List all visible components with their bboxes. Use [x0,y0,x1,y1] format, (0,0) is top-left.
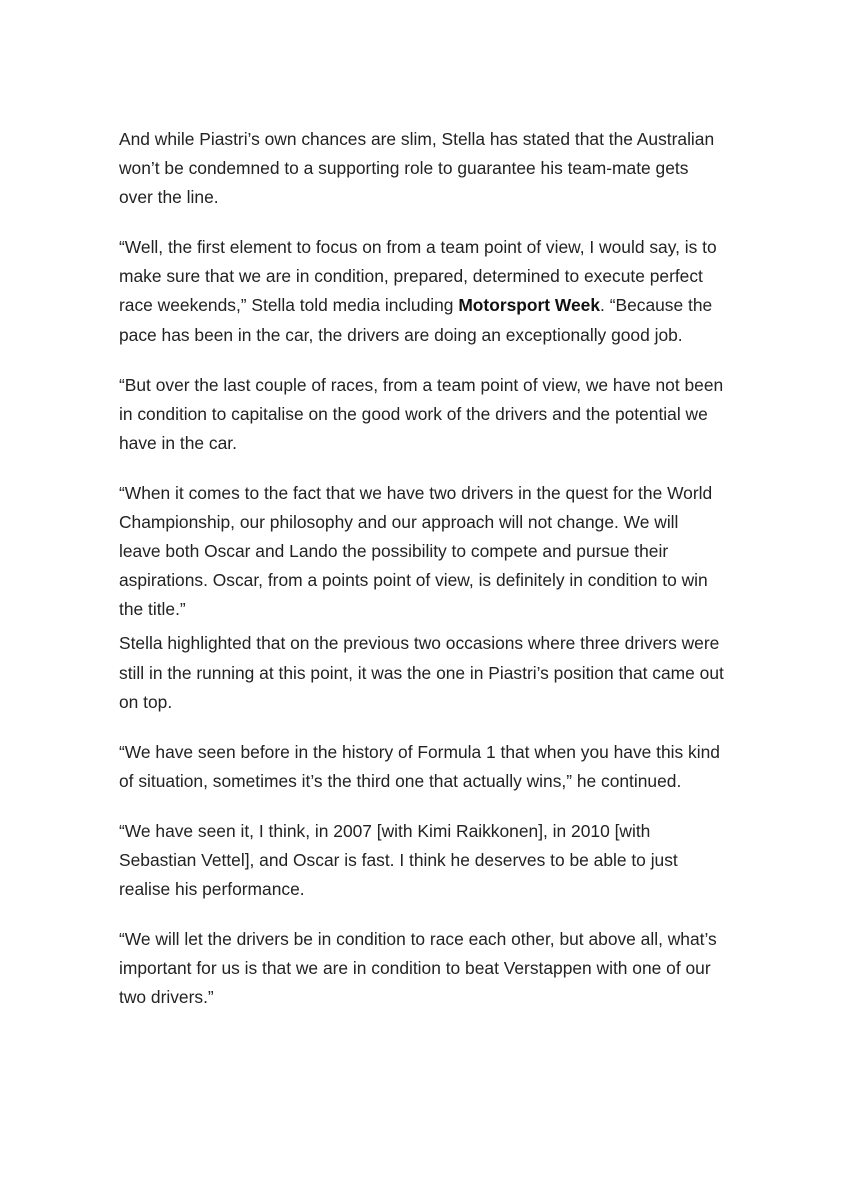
paragraph-4: “When it comes to the fact that we have two drivers in the quest for the World Championship, our philosophy and our approach will not change. We will leave both Oscar and Lando the possibility to compete and pursue their aspirations. Oscar, from a points point of view, is definitely in condition to win the title.” [119,482,713,620]
paragraph-6: “We have seen before in the history of Formula 1 that when you have this kind of situation, sometimes it’s the third one that actually wins,” he continued. [119,741,720,791]
quote-text-after: . “Because the pace has been in the car, the drivers are doing an exceptionally good job. [119,295,713,345]
paragraph-2 [119,233,724,349]
paragraph-8: “We will let the drivers be in condition to race each other, but above all, what’s important for us is that we are in condition to beat Verstappen with one of our two drivers.” [119,929,717,1008]
article-body [119,125,724,1033]
source-name: Motorsport Week [458,295,601,316]
quote-text-before: “Well, the first element to focus on from a team point of view, I would say, is to make sure that we are in condition, prepared, determined to execute perfect race weekends,” Stella told media including [119,237,717,316]
paragraph-1: And while Piastri’s own chances are slim, Stella has stated that the Australian won’t be condemned to a supporting role to guarantee his team-mate gets over the line. [119,129,715,208]
paragraph-3: “But over the last couple of races, from a team point of view, we have not been in condition to capitalise on the good work of the drivers and the potential we have in the car. [119,374,724,453]
paragraph-5: Stella highlighted that on the previous two occasions where three drivers were still in the running at this point, it was the one in Piastri’s position that came out on top. [119,633,724,712]
paragraph-7: “We have seen it, I think, in 2007 [with Kimi Raikkonen], in 2010 [with Sebastian Vettel], and Oscar is fast. I think he deserves to be able to just realise his performance. [119,820,678,900]
